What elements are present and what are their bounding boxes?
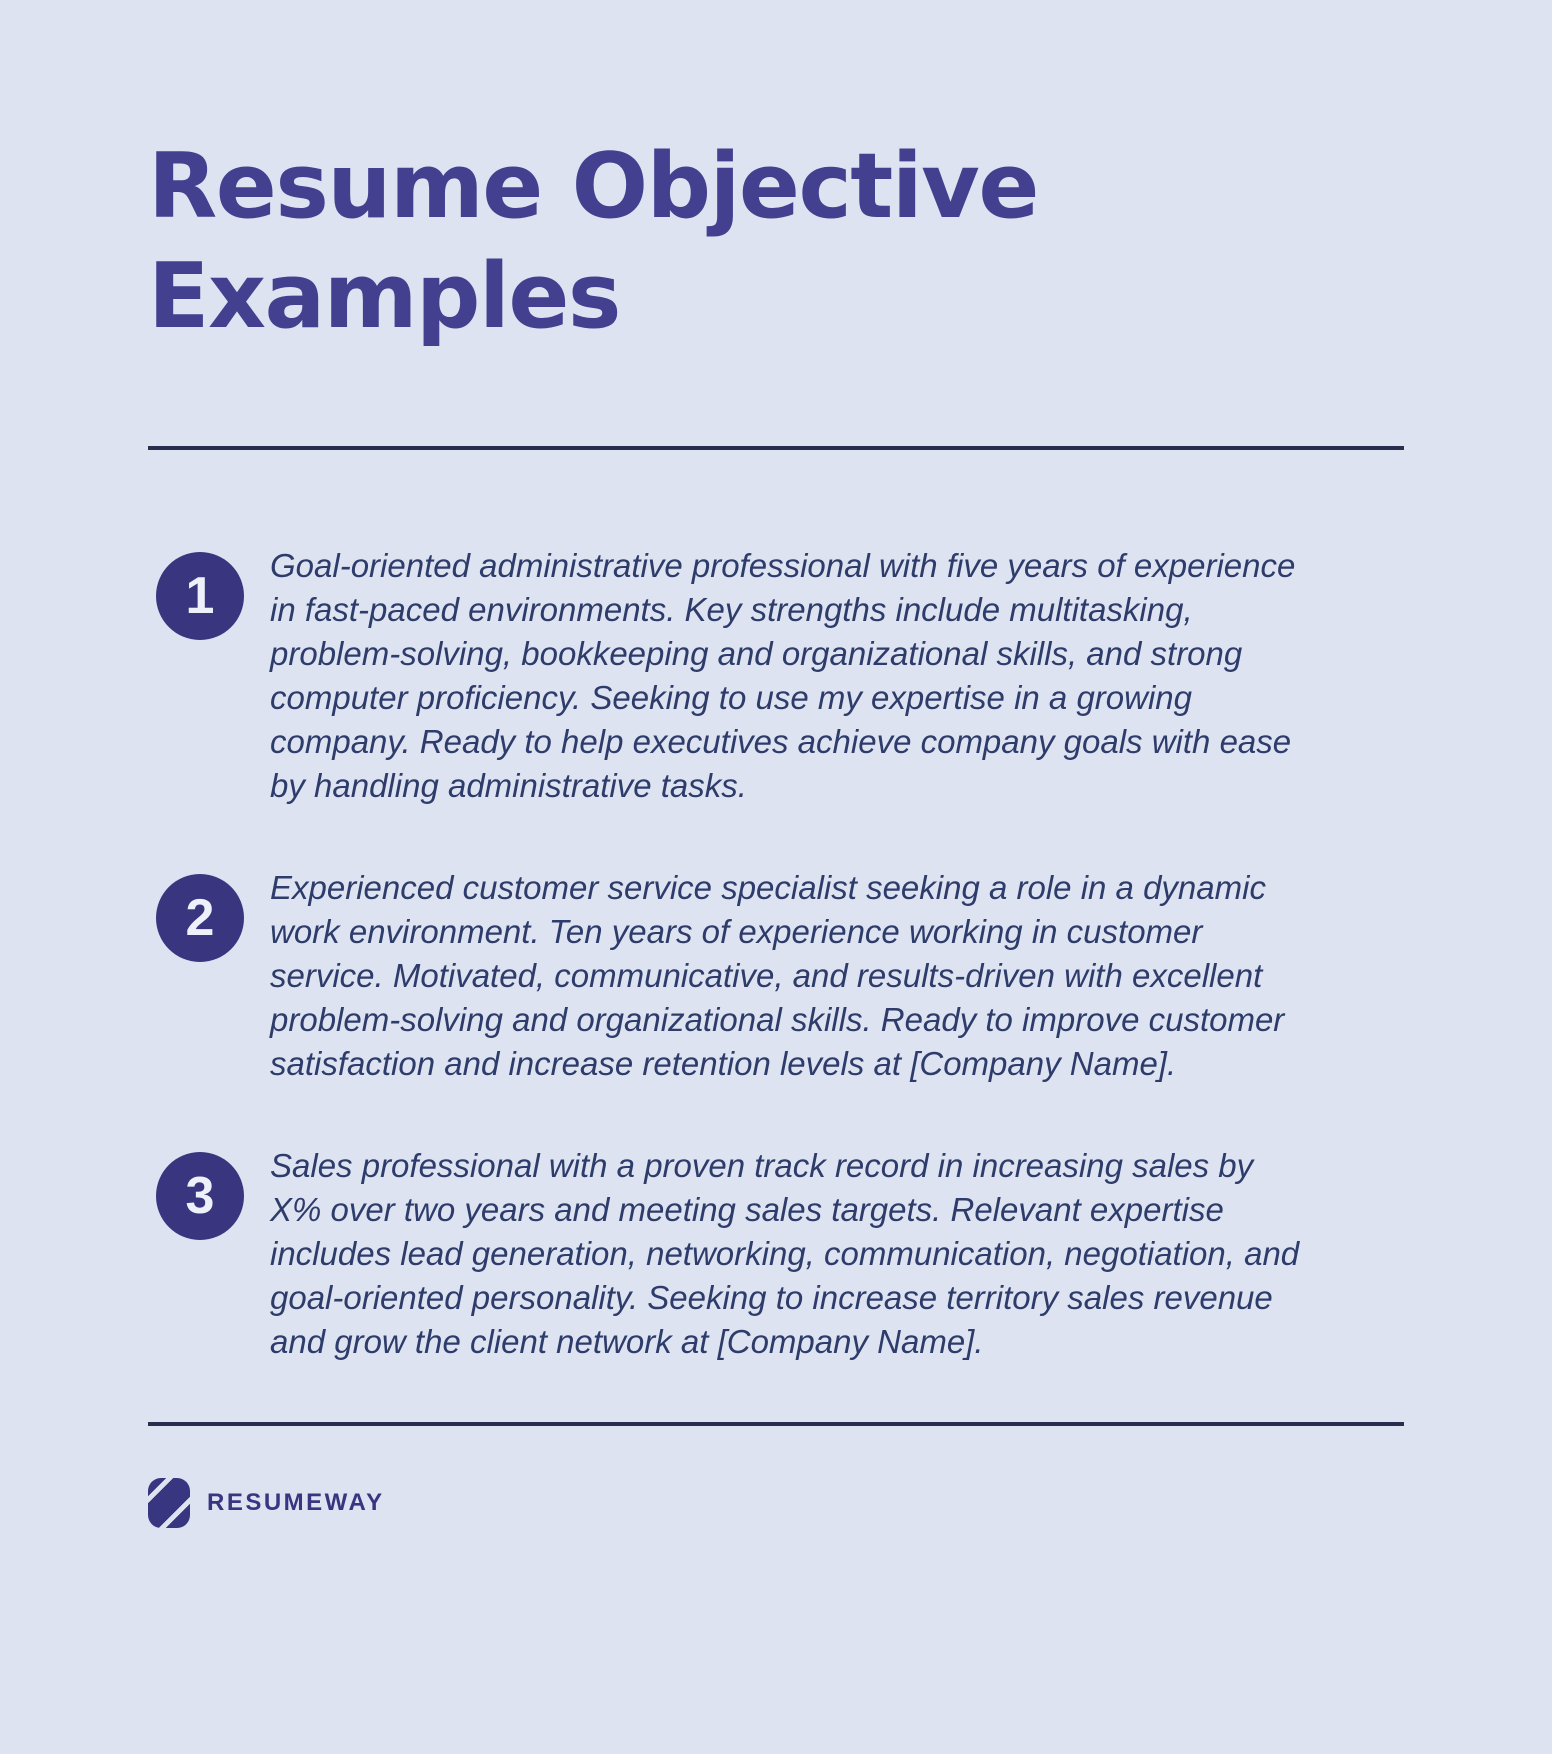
page-title: Resume Objective Examples: [148, 134, 1038, 349]
footer-brand-row: [148, 1478, 1404, 1528]
number-badge: [156, 552, 244, 640]
number-badge: [156, 1152, 244, 1240]
example-text: Experienced customer service specialist seeking a role in a dynamic work environment. Ten years of experience working in customer service. Motivated, communicative, and results-driven with excellent problem-solving and organizational skills. Ready to improve customer satisfaction and increase retention levels at [Company Name].: [270, 869, 1285, 1082]
badge-number: 1: [185, 567, 215, 625]
badge-number: 2: [185, 889, 215, 947]
number-badge: [156, 874, 244, 962]
list-item: [148, 1144, 1404, 1364]
list-item: [148, 544, 1404, 808]
top-divider: [148, 446, 1404, 450]
example-text: Sales professional with a proven track record in increasing sales by X% over two years and meeting sales targets. Relevant expertise includes lead generation, networking, communication, negotiation, and goal-oriented personality. Seeking to increase territory sales revenue and grow the client network at [Company Name].: [270, 1147, 1300, 1360]
examples-list: [148, 544, 1404, 1364]
brand-name: RESUMEWAY: [207, 1489, 385, 1516]
resumeway-logo-icon: [148, 1478, 190, 1528]
badge-number: 3: [185, 1167, 215, 1225]
example-text: Goal-oriented administrative professional with five years of experience in fast-paced environments. Key strengths include multitasking, problem-solving, bookkeeping and organizational skills, and strong computer proficiency. Seeking to use my expertise in a growing company. Ready to help executives achieve company goals with ease by handling administrative tasks.: [270, 547, 1296, 804]
list-item: [148, 866, 1404, 1086]
bottom-divider: [148, 1422, 1404, 1426]
